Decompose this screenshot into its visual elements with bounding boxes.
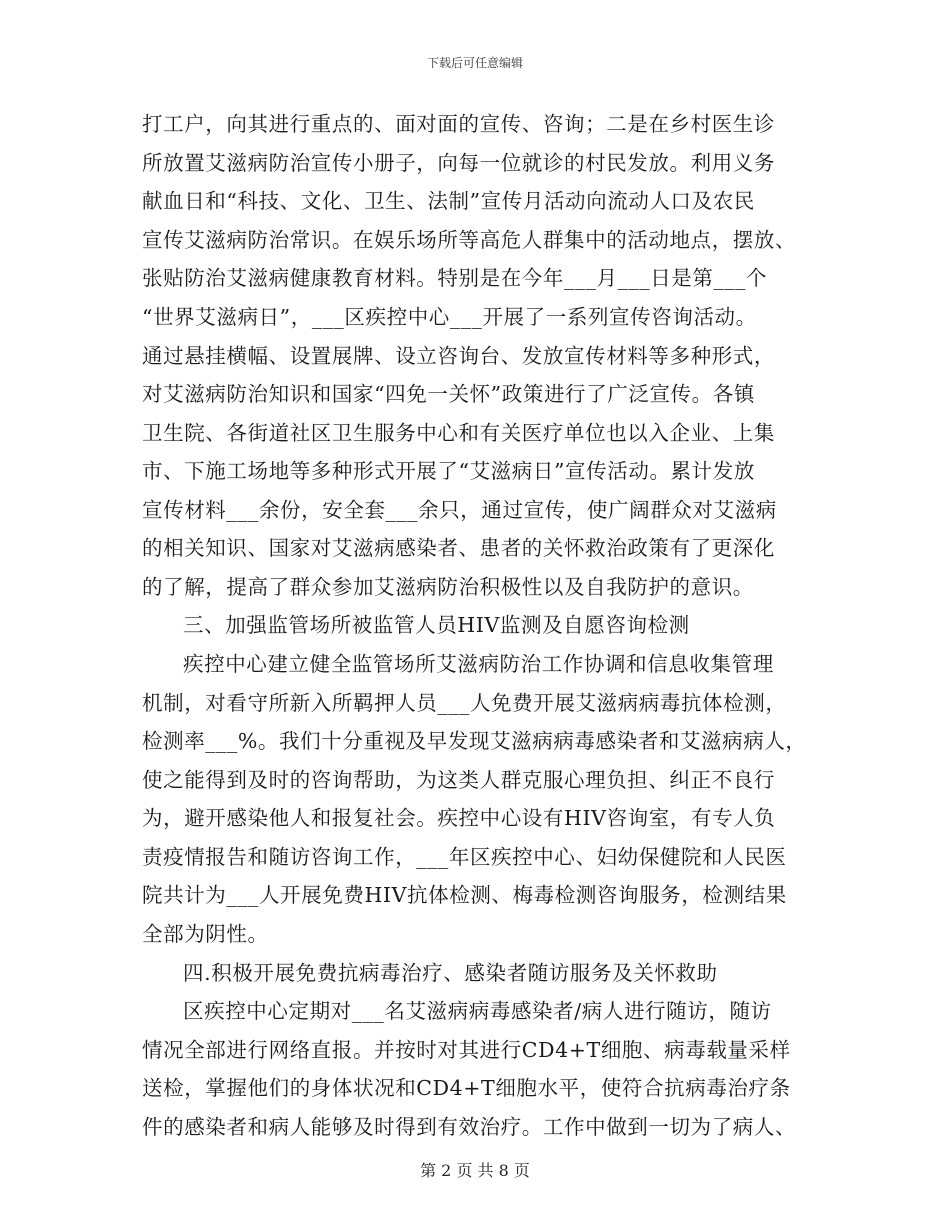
text-line: 情况全部进行网络直报。并按时对其进行CD4+T细胞、病毒载量采样 (142, 1038, 791, 1062)
text-line: 疾控中心建立健全监管场所艾滋病防治工作协调和信息收集管理 (183, 652, 774, 676)
text-line: 宣传艾滋病防治常识。在娱乐场所等高危人群集中的活动地点，摆放、 (142, 228, 797, 252)
text-line: 责疫情报告和随访咨询工作，___年区疾控中心、妇幼保健院和人民医 (142, 845, 787, 869)
text-line: 使之能得到及时的咨询帮助，为这类人群克服心理负担、纠正不良行 (142, 768, 775, 792)
section-heading: 三、加强监管场所被监管人员HIV监测及自愿咨询检测 (183, 613, 690, 637)
text-line: 为，避开感染他人和报复社会。疾控中心设有HIV咨询室，有专人负 (142, 806, 776, 830)
text-line: 宣传材料___余份，安全套___余只，通过宣传，使广阔群众对艾滋病 (142, 498, 777, 522)
text-line: 件的感染者和病人能够及时得到有效治疗。工作中做到一切为了病人、 (142, 1115, 797, 1139)
text-line: 区疾控中心定期对___名艾滋病病毒感染者/病人进行随访，随访 (183, 999, 772, 1023)
section-heading: 四.积极开展免费抗病毒治疗、感染者随访服务及关怀救助 (183, 961, 718, 985)
text-line: 的了解，提高了群众参加艾滋病防治积极性以及自我防护的意识。 (142, 575, 754, 599)
text-line: 卫生院、各街道社区卫生服务中心和有关医疗单位也以入企业、上集 (142, 421, 775, 445)
text-line: 的相关知识、国家对艾滋病感染者、患者的关怀救治政策有了更深化 (142, 536, 775, 560)
text-line: “世界艾滋病日”，___区疾控中心___开展了一系列宣传咨询活动。 (142, 305, 757, 329)
text-line: 市、下施工场地等多种形式开展了“艾滋病日”宣传活动。累计发放 (142, 459, 755, 483)
text-line: 全部为阴性。 (142, 922, 269, 946)
text-line: 送检，掌握他们的身体状况和CD4+T细胞水平，使符合抗病毒治疗条 (142, 1076, 791, 1100)
text-line: 献血日和“科技、文化、卫生、法制”宣传月活动向流动人口及农民 (142, 189, 755, 213)
page-number: 第 2 页 共 8 页 (420, 1161, 530, 1180)
text-line: 检测率___%。我们十分重视及早发现艾滋病病毒感染者和艾滋病病人， (142, 729, 807, 753)
text-line: 通过悬挂横幅、设置展牌、设立咨询台、发放宣传材料等多种形式， (142, 344, 775, 368)
page-header: 下载后可任意编辑 (426, 56, 523, 70)
text-line: 张贴防治艾滋病健康教育材料。特别是在今年___月___日是第___个 (142, 266, 768, 290)
text-line: 院共计为___人开展免费HIV抗体检测、梅毒检测咨询服务，检测结果 (142, 883, 787, 907)
text-line: 对艾滋病防治知识和国家“四免一关怀”政策进行了广泛宣传。各镇 (142, 382, 755, 406)
text-line: 打工户，向其进行重点的、面对面的宣传、咨询；二是在乡村医生诊 (142, 112, 775, 136)
text-line: 所放置艾滋病防治宣传小册子，向每一位就诊的村民发放。利用义务 (142, 151, 775, 175)
text-line: 机制，对看守所新入所羁押人员___人免费开展艾滋病病毒抗体检测， (142, 691, 787, 715)
